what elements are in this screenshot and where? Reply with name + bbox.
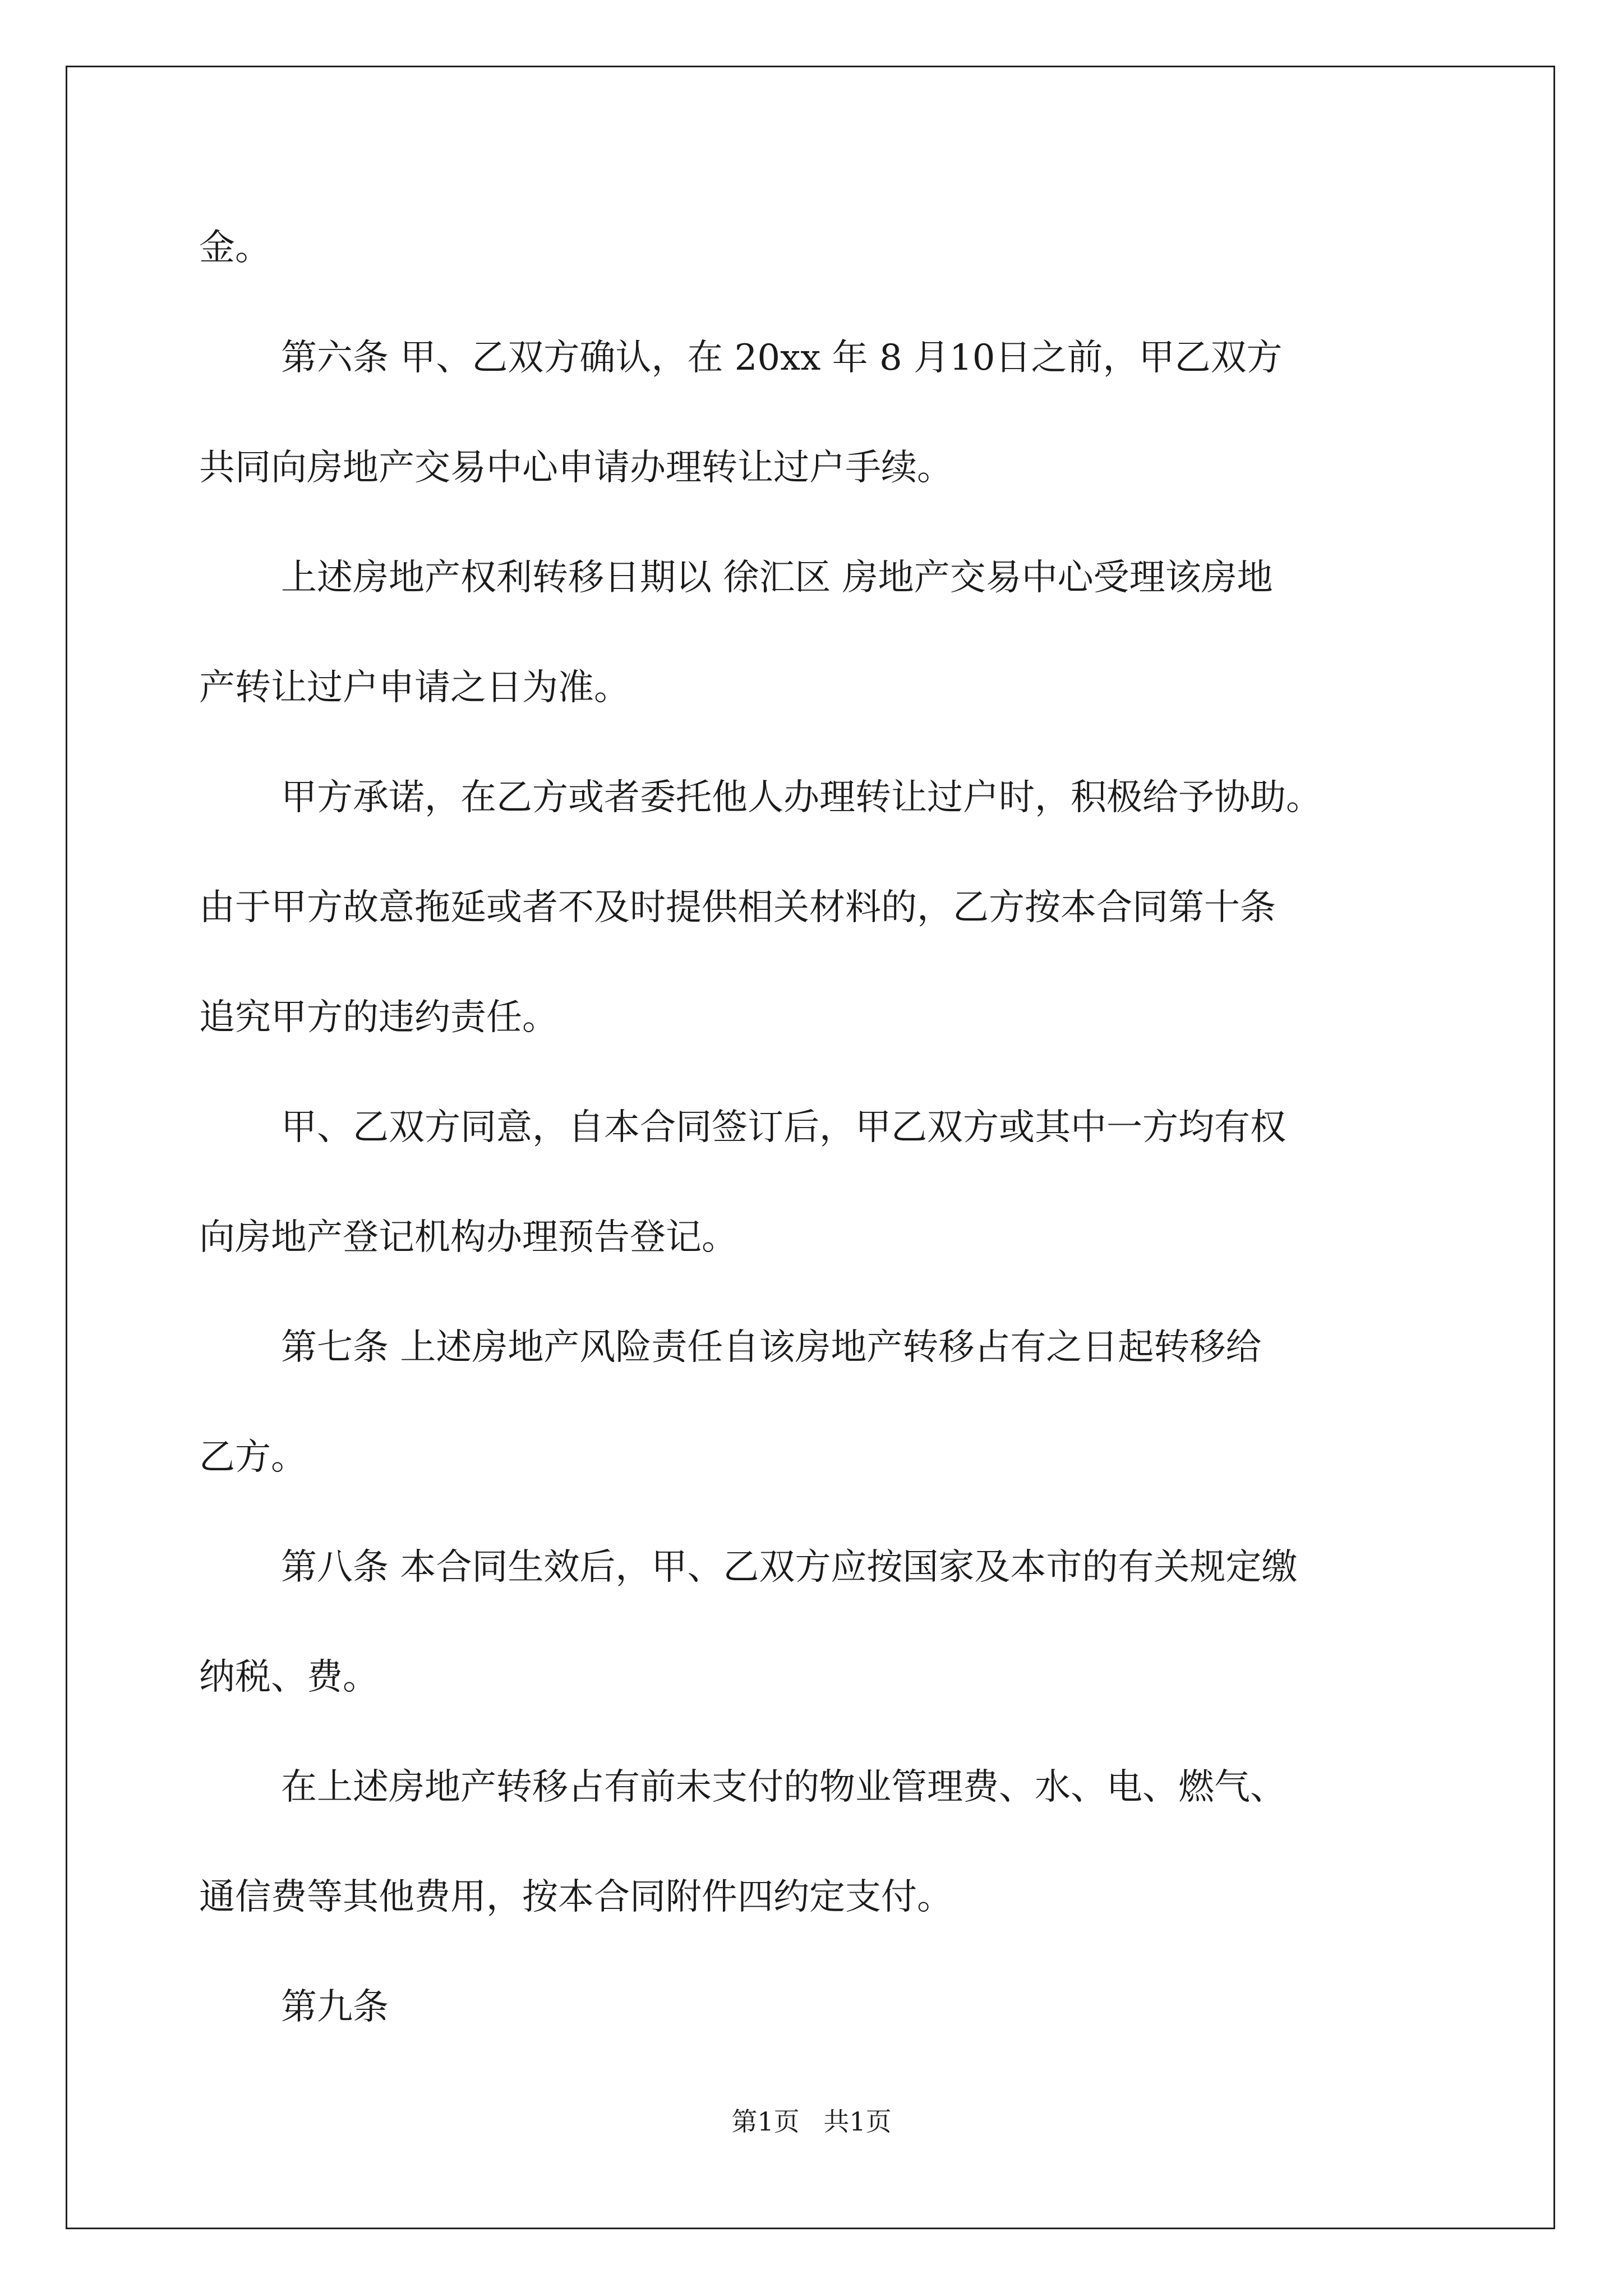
text-line: 由于甲方故意拖延或者不及时提供相关材料的，乙方按本合同第十条 — [199, 887, 1276, 928]
text-line: 上述房地产权利转移日期以 徐汇区 房地产交易中心受理该房地 — [281, 557, 1273, 599]
page-number: 第1页 — [731, 2106, 800, 2137]
text-line: 在上述房地产转移占有前未支付的物业管理费、水、电、燃气、 — [281, 1766, 1286, 1808]
page-footer — [0, 2101, 1623, 2138]
text-line: 向房地产登记机构办理预告登记。 — [199, 1217, 737, 1258]
text-line: 共同向房地产交易中心申请办理转让过户手续。 — [199, 447, 953, 489]
text-line: 第九条 — [281, 1986, 389, 2028]
text-line: 纳税、费。 — [199, 1657, 379, 1698]
text-line: 金。 — [199, 227, 271, 269]
text-line: 甲方承诺，在乙方或者委托他人办理转让过户时，积极给予协助。 — [281, 777, 1322, 818]
text-line: 乙方。 — [199, 1437, 307, 1478]
text-line: 产转让过户申请之日为准。 — [199, 667, 630, 708]
text-line: 通信费等其他费用，按本合同附件四约定支付。 — [199, 1876, 953, 1918]
text-line: 第七条 上述房地产风险责任自该房地产转移占有之日起转移给 — [281, 1327, 1262, 1368]
text-line: 第八条 本合同生效后，甲、乙双方应按国家及本市的有关规定缴 — [281, 1547, 1298, 1588]
page-total: 共1页 — [823, 2106, 892, 2137]
text-line: 甲、乙双方同意，自本合同签订后，甲乙双方或其中一方均有权 — [281, 1107, 1286, 1148]
text-line: 第六条 甲、乙双方确认，在 20xx 年 8 月10日之前，甲乙双方 — [281, 337, 1283, 379]
text-line: 追究甲方的违约责任。 — [199, 997, 558, 1038]
